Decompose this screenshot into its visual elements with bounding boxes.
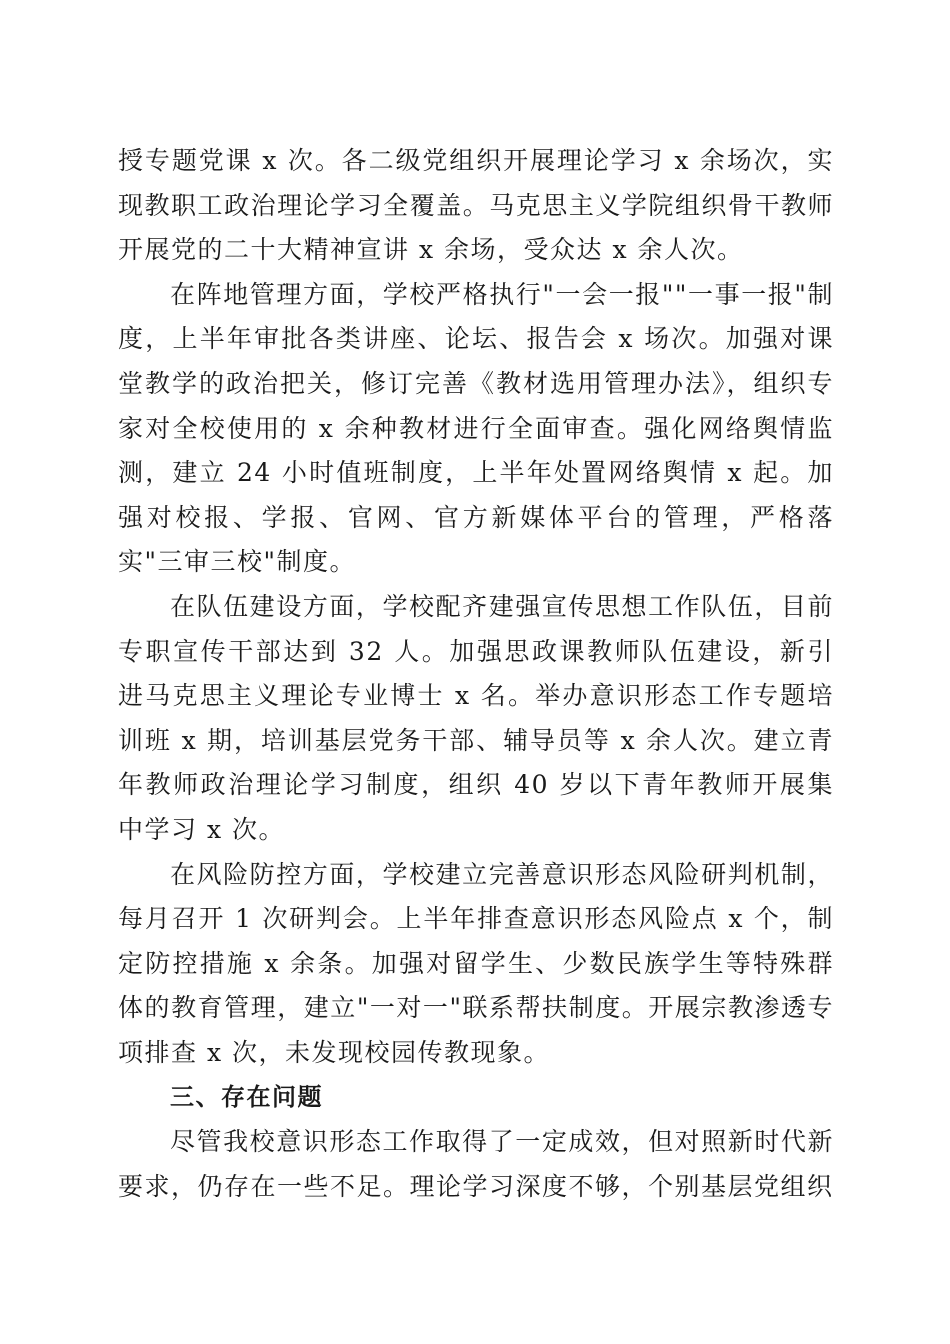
paragraph-problems-intro: 尽管我校意识形态工作取得了一定成效，但对照新时代新要求，仍存在一些不足。理论学习深度不够，个别基层党组织 (118, 1127, 834, 1201)
section-heading-existing-problems: 三、存在问题 (170, 1083, 323, 1112)
paragraph-position-management: 在阵地管理方面，学校严格执行"一会一报""一事一报"制度，上半年审批各类讲座、论坛、报告会 x 场次。加强对课堂教学的政治把关，修订完善《教材选用管理办法》，组织专家对全校使用的 x 余种教材进行全面审查。强化网络舆情监测，建立 24 小时值班制度，上半年处置网络舆情 x 起。加强对校报、学报、官网、官方新媒体平台的管理，严格落实"三审三校"制度。 (118, 279, 834, 577)
document-page (118, 139, 834, 1209)
paragraph-team-building: 在队伍建设方面，学校配齐建强宣传思想工作队伍，目前专职宣传干部达到 32 人。加强思政课教师队伍建设，新引进马克思主义理论专业博士 x 名。举办意识形态工作专题培训班 x 期，培训基层党务干部、辅导员等 x 余人次。建立青年教师政治理论学习制度，组织 40 岁以下青年教师开展集中学习 x 次。 (118, 591, 834, 844)
paragraph-theory-study-continued: 授专题党课 x 次。各二级党组织开展理论学习 x 余场次，实现教职工政治理论学习全覆盖。马克思主义学院组织骨干教师开展党的二十大精神宣讲 x 余场，受众达 x 余人次。 (118, 146, 834, 265)
paragraph-risk-control: 在风险防控方面，学校建立完善意识形态风险研判机制，每月召开 1 次研判会。上半年排查意识形态风险点 x 个，制定防控措施 x 余条。加强对留学生、少数民族学生等特殊群体的教育管理，建立"一对一"联系帮扶制度。开展宗教渗透专项排查 x 次，未发现校园传教现象。 (118, 859, 834, 1067)
